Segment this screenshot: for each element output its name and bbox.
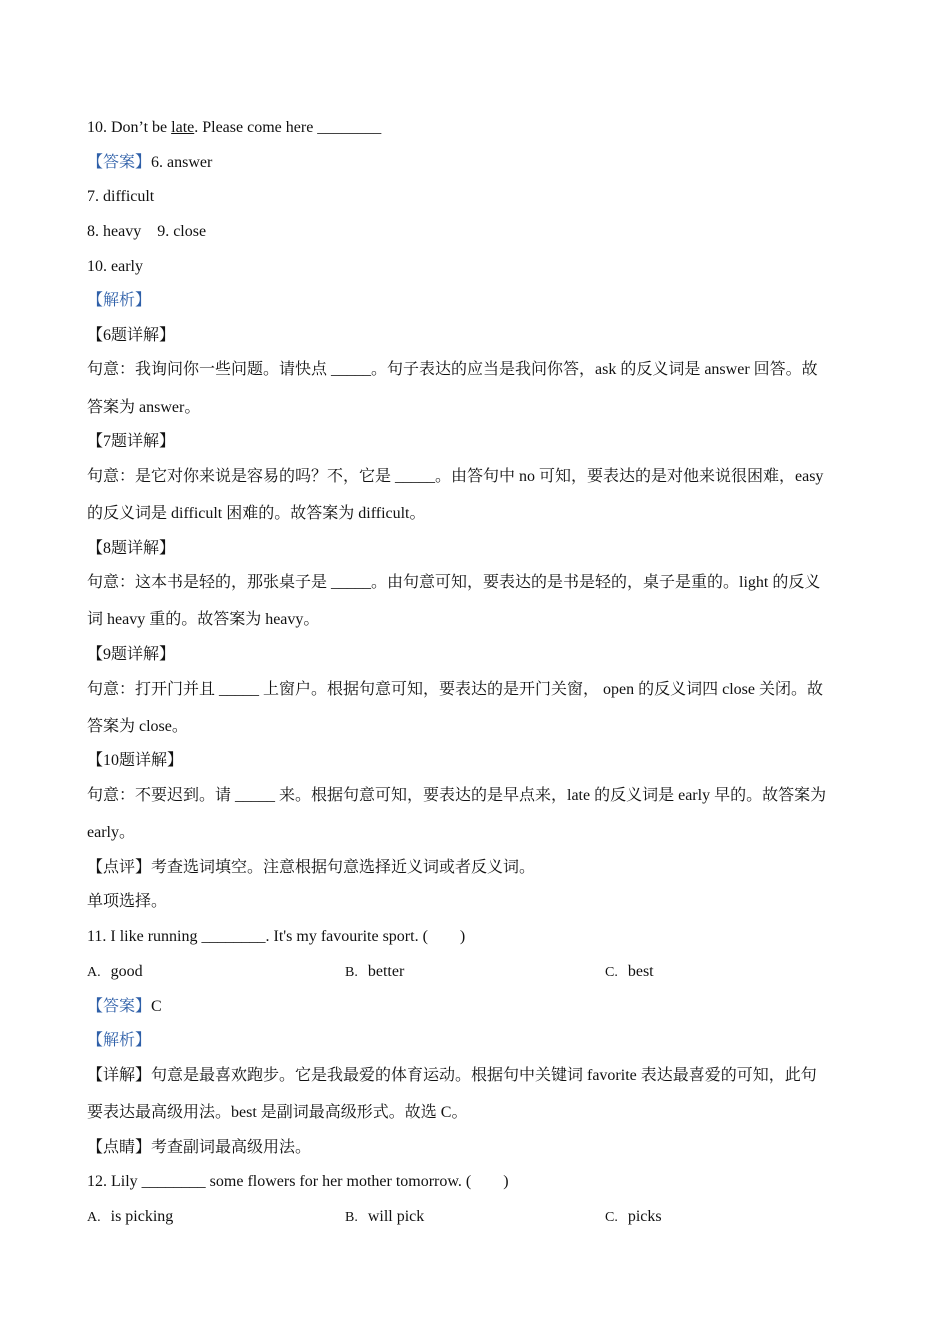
detail-9-heading: 【9题详解】 <box>87 646 176 663</box>
answer-10: 10. early <box>87 258 143 275</box>
answer-tag: 【答案】 <box>87 154 152 171</box>
q11-detail-line-1: 【详解】句意是最喜欢跑步。它是我最爱的体育运动。根据句中关键词 favorite 表达最喜爱的可知，此句 <box>87 1067 817 1084</box>
q11-answer-line <box>87 997 162 1017</box>
q11-detail-line-2: 要表达最高级用法。best 是副词最高级形式。故选 C。 <box>87 1104 468 1121</box>
detail-9-line-2: 答案为 close。 <box>87 718 188 735</box>
q11-option-a: A. good <box>87 963 143 980</box>
detail-8-line-1: 句意：这本书是轻的，那张桌子是 _____。由句意可知，要表达的是书是轻的，桌子是重的。light 的反义 <box>87 574 821 591</box>
q11-note: 【点睛】考查副词最高级用法。 <box>87 1139 312 1156</box>
comment: 【点评】考查选词填空。注意根据句意选择近义词或者反义词。 <box>87 859 536 876</box>
answer-6: 6. answer <box>151 154 213 171</box>
detail-9-line-1: 句意：打开门并且 _____ 上窗户。根据句意可知，要表达的是开门关窗， open 的反义词四 close 关闭。故 <box>87 681 823 698</box>
q11-option-b: B. better <box>345 963 405 980</box>
question-12-stem: 12. Lily ________ some flowers for her mother tomorrow. ( ) <box>87 1173 509 1190</box>
detail-10-heading: 【10题详解】 <box>87 752 184 769</box>
question-10 <box>87 118 381 138</box>
q12-option-a: A. is picking <box>87 1208 174 1225</box>
analysis-tag: 【解析】 <box>87 292 152 309</box>
detail-7-line-1: 句意：是它对你来说是容易的吗？不，它是 _____。由答句中 no 可知，要表达的是对他来说很困难，easy <box>87 468 824 485</box>
detail-6-heading: 【6题详解】 <box>87 327 176 344</box>
q11-analysis-tag: 【解析】 <box>87 1032 152 1049</box>
q10-suffix: . Please come here ________ <box>194 119 382 136</box>
q11-answer: C <box>151 998 162 1015</box>
detail-7-heading: 【7题详解】 <box>87 433 176 450</box>
question-11-stem: 11. I like running ________. It's my favourite sport. ( ) <box>87 928 466 945</box>
detail-10-line-2: early。 <box>87 824 135 841</box>
q12-option-c: C. picks <box>605 1208 662 1225</box>
q10-underlined-word: late <box>171 119 195 136</box>
answer-line <box>87 153 212 173</box>
section-title: 单项选择。 <box>87 893 168 910</box>
detail-7-line-2: 的反义词是 difficult 困难的。故答案为 difficult。 <box>87 505 426 522</box>
detail-8-line-2: 词 heavy 重的。故答案为 heavy。 <box>87 611 320 628</box>
q12-option-b: B. will pick <box>345 1208 425 1225</box>
answer-9: 9. close <box>157 223 207 240</box>
detail-6-line-2: 答案为 answer。 <box>87 399 201 416</box>
q11-answer-tag: 【答案】 <box>87 998 152 1015</box>
answer-7: 7. difficult <box>87 188 155 205</box>
detail-6-line-1: 句意：我询问你一些问题。请快点 _____。句子表达的应当是我问你答，ask 的反义词是 answer 回答。故 <box>87 361 818 378</box>
q10-prefix: 10. Don’t be <box>87 119 172 136</box>
detail-8-heading: 【8题详解】 <box>87 540 176 557</box>
detail-10-line-1: 句意：不要迟到。请 _____ 来。根据句意可知，要表达的是早点来，late 的反义词是 early 早的。故答案为 <box>87 787 827 804</box>
answer-8-9 <box>87 222 206 242</box>
q11-option-c: C. best <box>605 963 654 980</box>
answer-8: 8. heavy <box>87 223 142 240</box>
